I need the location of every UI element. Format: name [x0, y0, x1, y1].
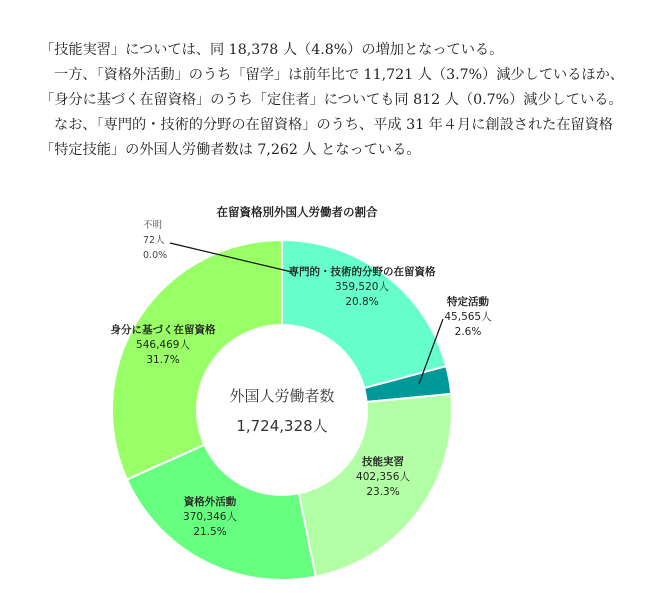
slice-pct-2: 23.3% — [366, 486, 400, 498]
chart-title: 在留資格別外国人労働者の割合 — [216, 205, 378, 219]
paragraph-2: 一方、「資格外活動」のうち「留学」は前年比で 11,721 人（3.7%）減少しているほか、「身分に基づく在留資格」のうち「定住者」についても同 812 人（0.7%）減少している。 — [40, 67, 624, 108]
donut-chart — [0, 195, 651, 593]
slice-pct-0: 20.8% — [345, 296, 379, 308]
slice-label-4: 身分に基づく在留資格 — [110, 324, 216, 336]
body-text — [40, 38, 630, 163]
slice-pct-1: 2.6% — [454, 326, 482, 338]
slice-value-5: 72人 — [143, 235, 165, 246]
slice-label-2: 技能実習 — [362, 456, 404, 468]
slice-pct-3: 21.5% — [193, 526, 227, 538]
slice-value-0: 359,520人 — [335, 281, 389, 293]
slice-label-0: 専門的・技術的分野の在留資格 — [288, 266, 436, 278]
slice-value-1: 45,565人 — [444, 311, 492, 323]
center-label: 外国人労働者数 — [229, 387, 335, 405]
center-value: 1,724,328人 — [236, 417, 328, 435]
slice-label-5: 不明 — [143, 220, 163, 231]
slice-value-2: 402,356人 — [356, 471, 410, 483]
slice-pct-4: 31.7% — [146, 354, 180, 366]
slice-4 — [112, 240, 282, 479]
paragraph-1: 「技能実習」については、同 18,378 人（4.8%）の増加となっている。 — [40, 42, 504, 58]
slices-group — [112, 240, 452, 580]
slice-value-4: 546,469人 — [136, 339, 190, 351]
paragraph-3: なお、「専門的・技術的分野の在留資格」のうち、平成 31 年４月に創設された在留資格「特定技能」の外国人労働者数は 7,262 人 となっている。 — [40, 117, 614, 158]
slice-pct-5: 0.0% — [143, 250, 168, 261]
slice-0 — [282, 240, 446, 388]
slice-value-3: 370,346人 — [183, 511, 237, 523]
slice-label-1: 特定活動 — [447, 296, 489, 308]
slice-label-3: 資格外活動 — [183, 496, 237, 508]
